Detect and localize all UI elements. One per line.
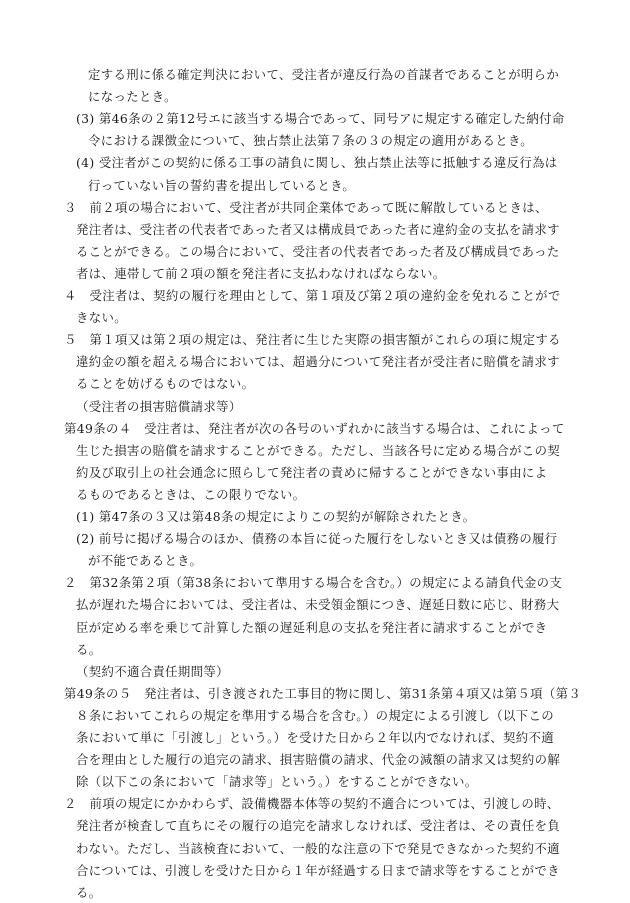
text-line: ることを妨げるものではない。 — [76, 376, 255, 392]
text-line: (2) 前号に掲げる場合のほか、債務の本旨に従った履行をしないとき又は債務の履行 — [76, 531, 558, 547]
text-line: るものであるときは、この限りでない。 — [76, 486, 306, 502]
text-line: 令における課徴金について、独占禁止法第７条の３の規定の適用があるとき。 — [88, 133, 533, 149]
text-line: 行っていない旨の誓約書を提出しているとき。 — [88, 177, 356, 193]
text-line: 第49条の５ 発注者は、引き渡された工事目的物に関し、第31条第４項又は第５項（第３ — [64, 685, 582, 701]
text-line: 条において単に「引渡し」という。）を受けた日から２年以内でなければ、契約不適 — [76, 730, 554, 745]
text-line: る。 — [76, 641, 102, 657]
text-line: る。 — [76, 884, 102, 900]
text-line: 者は、連帯して前２項の額を発注者に支払わなければならない。 — [76, 265, 446, 281]
text-line: 払が遅れた場合においては、受注者は、未受領金額につき、遅延日数に応じ、財務大 — [76, 597, 560, 613]
text-line: ８条においてこれらの規定を準用する場合を含む。）の規定による引渡し（以下この — [76, 707, 554, 723]
section-heading: （契約不適合責任期間等） — [76, 663, 229, 679]
text-line: 違約金の額を超える場合においては、超過分について発注者が受注者に賠償を請求す — [76, 354, 560, 370]
text-line: きない。 — [76, 310, 127, 326]
text-line: ４ 受注者は、契約の履行を理由として、第１項及び第２項の違約金を免れることがで — [64, 288, 561, 303]
text-line: 除（以下この条において「請求等」という。）をすることができない。 — [76, 774, 478, 790]
text-line: 合を理由とした履行の追完の請求、損害賠償の請求、代金の減額の請求又は契約の解 — [76, 752, 561, 768]
text-line: わない。ただし、当該検査において、一般的な注意の下で発見できなかった契約不適 — [76, 840, 560, 856]
text-line: 約及び取引上の社会通念に照らして発注者の責めに帰することができない事由によ — [76, 464, 548, 480]
text-line: (1) 第47条の３又は第48条の規定によりこの契約が解除されたとき。 — [76, 509, 476, 524]
text-line: 生じた損害の賠償を請求することができる。ただし、当該各号に定める場合がこの契 — [76, 442, 561, 458]
text-line: 臣が定める率を乗じて計算した額の遅延利息の支払を発注者に請求することができ — [76, 619, 548, 635]
section-heading: （受注者の損害賠償請求等） — [76, 398, 242, 414]
text-line: 発注者が検査して直ちにその履行の追完を請求しなければ、受注者は、その責任を負 — [76, 818, 561, 834]
text-line: ２ 前項の規定にかかわらず、設備機器本体等の契約不適合については、引渡しの時、 — [64, 796, 560, 812]
text-line: になったとき。 — [88, 89, 177, 105]
text-line: 合については、引渡しを受けた日から１年が経過する日まで請求等をすることができ — [76, 862, 560, 878]
text-line: (4) 受注者がこの契約に係る工事の請負に関し、独占禁止法等に抵触する違反行為は — [76, 155, 558, 171]
text-line: ５ 第１項又は第２項の規定は、発注者に生じた実際の損害額がこれらの項に規定する — [64, 332, 561, 348]
text-line: が不能であるとき。 — [88, 553, 203, 569]
text-line: 発注者は、受注者の代表者であった者又は構成員であった者に違約金の支払を請求す — [76, 221, 560, 237]
text-line: ることができる。この場合において、受注者の代表者であった者及び構成員であった — [76, 243, 560, 259]
text-line: 第49条の４ 受注者は、発注者が次の各号のいずれかに該当する場合は、これによって — [64, 420, 565, 436]
text-line: 定する刑に係る確定判決において、受注者が違反行為の首謀者であることが明らか — [88, 67, 560, 82]
text-line: ３ 前２項の場合において、受注者が共同企業体であって既に解散しているときは、 — [64, 199, 548, 215]
text-line: ２ 第32条第２項（第38条において準用する場合を含む。）の規定による請負代金の支 — [64, 575, 563, 591]
text-line: (3) 第46条の２第12号エに該当する場合であって、同号アに規定する確定した納付命 — [76, 111, 565, 127]
